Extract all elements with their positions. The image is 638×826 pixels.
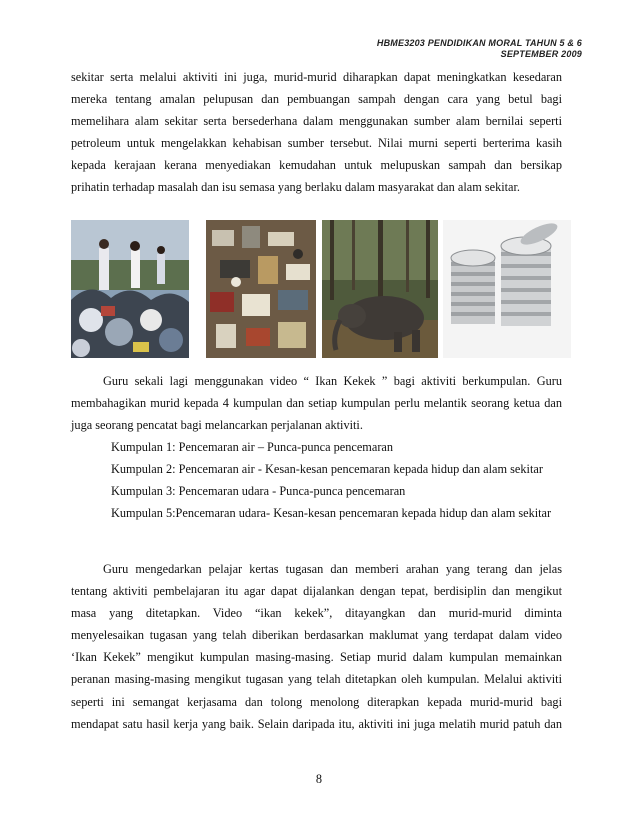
- text-line: kepada kerajaan kerana menyediakan kemudahan untuk melupuskan sampah dan bersikap: [71, 158, 562, 173]
- text-line: mendapat satu hasil kerja yang baik. Selain daripada itu, aktiviti ini juga melatih murid patuh dan: [71, 716, 562, 731]
- text-line: seperti ini semangat kerjasama dan tolong menolong diterapkan kepada murid-murid bagi: [71, 694, 562, 709]
- text-line: sekitar serta melalui aktiviti ini juga, murid-murid diharapkan dapat meningkatkan kesedaran: [71, 70, 562, 84]
- semester-label: SEPTEMBER 2009: [500, 49, 582, 59]
- page-number: 8: [315, 772, 323, 786]
- dead-elephant-photo: [322, 220, 438, 358]
- photo-row: [71, 220, 571, 360]
- text-line: Guru mengedarkan pelajar kertas tugasan dan memberi arahan yang terang dan jelas: [103, 562, 562, 576]
- text-line: tentang aktiviti pembelajaran itu agar dapat dijalankan dengan tepat, berdisiplin dan mengikut: [71, 584, 562, 599]
- text-line: peranan masing-masing mengikut tugasan yang telah ditetapkan oleh kumpulan. Melalui aktiviti: [71, 672, 562, 687]
- rubbish-pile-photo: [71, 220, 189, 358]
- text-line: masa yang ditetapkan. Video “ikan kekek”, ditayangkan dan murid-murid diminta: [71, 606, 562, 621]
- text-line: menyelesaikan tugasan yang telah diberikan berdasarkan maklumat yang terdapat dalam video: [71, 628, 562, 643]
- page-header: [377, 38, 582, 60]
- text-line: petroleum untuk mengelakkan kehabisan sumber tersebut. Nilai murni seperti berterima kasih: [71, 136, 562, 151]
- paragraph-group-activity: [71, 370, 562, 436]
- paragraph-intro: [71, 66, 562, 199]
- text-line: memelihara alam sekitar serta bersederhana dalam menggunakan sumber alam bernilai seperti: [71, 114, 562, 129]
- text-line: ‘Ikan Kekek” mengikut kumpulan masing-masing. Setiap murid dalam kumpulan memainkan: [71, 650, 562, 665]
- list-item: Kumpulan 3: Pencemaran udara - Punca-punca pencemaran: [111, 484, 406, 499]
- text-line: juga seorang pencatat bagi melancarkan perjalanan aktiviti.: [71, 418, 363, 433]
- tin-cans-photo: [443, 220, 571, 358]
- list-item: Kumpulan 5:Pencemaran udara- Kesan-kesan pencemaran kepada hidup dan alam sekitar: [111, 506, 552, 521]
- group-list: [111, 436, 571, 524]
- text-line: prihatin terhadap masalah dan isu semasa yang berlaku dalam masyarakat dan alam sekitar.: [71, 180, 521, 195]
- text-line: mereka tentang amalan pelupusan dan pembuangan sampah dengan cara yang betul bagi: [71, 92, 562, 107]
- list-item: Kumpulan 1: Pencemaran air – Punca-punca pencemaran: [111, 440, 394, 454]
- course-title: HBME3203 PENDIDIKAN MORAL TAHUN 5 & 6: [376, 38, 582, 48]
- list-item: Kumpulan 2: Pencemaran air - Kesan-kesan pencemaran kepada hidup dan alam sekitar: [111, 462, 543, 477]
- scattered-waste-photo: [206, 220, 316, 358]
- text-line: Guru sekali lagi menggunakan video “ Ikan Kekek ” bagi aktiviti berkumpulan. Guru: [103, 374, 562, 388]
- paragraph-instructions: [71, 558, 562, 735]
- text-line: membahagikan murid kepada 4 kumpulan dan setiap kumpulan perlu melantik seorang ketua dan: [71, 396, 562, 411]
